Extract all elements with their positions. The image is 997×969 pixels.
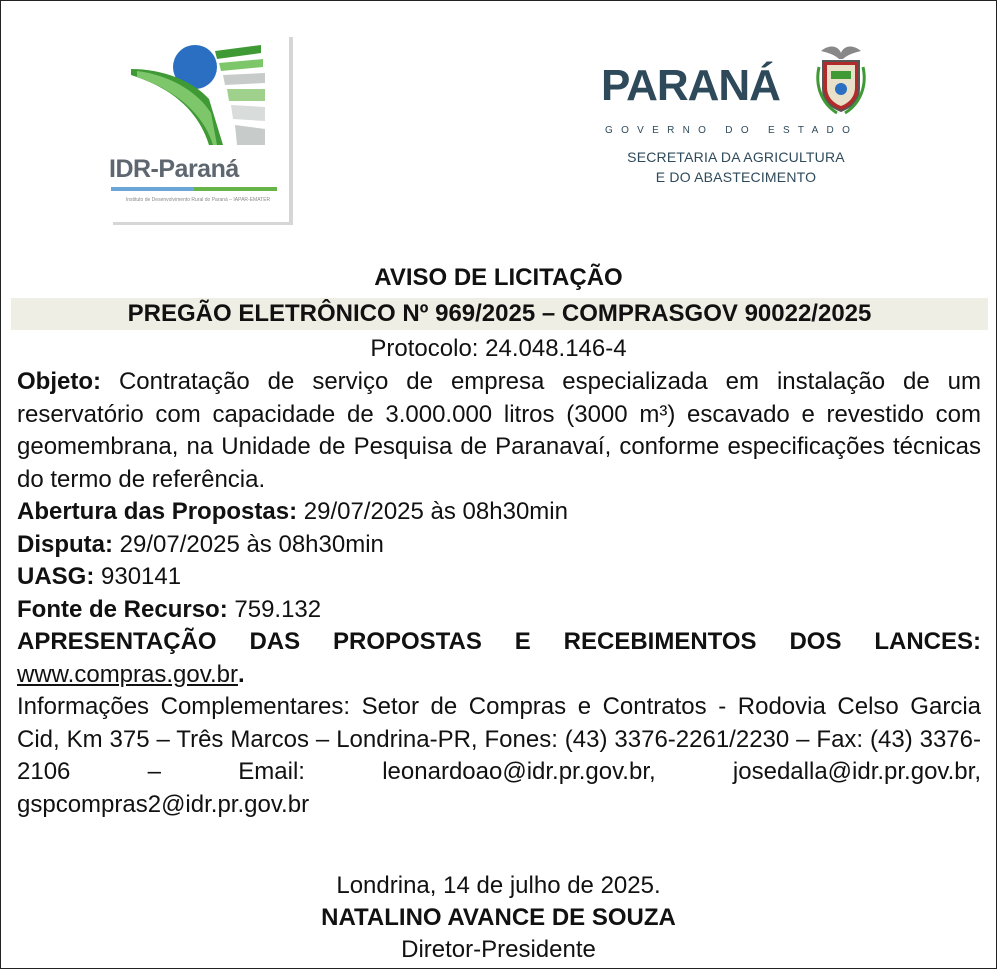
uasg-line bbox=[17, 561, 981, 594]
signer-name: NATALINO AVANCE DE SOUZA bbox=[321, 904, 676, 931]
idr-parana-logo bbox=[109, 37, 293, 227]
source-line bbox=[17, 594, 981, 627]
notice-content bbox=[17, 366, 981, 821]
dispute-line bbox=[17, 529, 981, 562]
info-paragraph: Informações Complementares: Setor de Compras e Contratos - Rodovia Celso Garcia Cid, Km 375 – Três Marcos – Londrina-PR, Fones: (43) 3376-2261/2230 – Fax: (43) 3376-2106 – Email: leonardoao@idr.pr.gov.br, josedalla@idr.pr.gov.br, gspcompras2@idr.pr.gov.br bbox=[17, 693, 981, 818]
secretariat-label bbox=[601, 147, 871, 187]
notice-title: AVISO DE LICITAÇÃO bbox=[374, 264, 623, 291]
opening-value: 29/07/2025 às 08h30min bbox=[297, 498, 568, 525]
dispute-label: Disputa: bbox=[17, 530, 113, 558]
compras-gov-link[interactable]: www.compras.gov.br bbox=[17, 660, 238, 688]
idr-logo-stripe bbox=[111, 187, 277, 191]
uasg-value: 930141 bbox=[94, 563, 182, 590]
government-label: GOVERNO DO ESTADO bbox=[605, 125, 859, 136]
parana-wordmark: PARANÁ bbox=[601, 61, 780, 110]
logo-frame-bottom bbox=[113, 222, 293, 225]
logo-frame-right bbox=[289, 37, 293, 225]
coat-of-arms-icon bbox=[813, 41, 869, 117]
source-value: 759.132 bbox=[227, 595, 322, 623]
parana-government-logo bbox=[601, 41, 871, 191]
notice-subtitle: PREGÃO ELETRÔNICO Nº 969/2025 – COMPRASGOV 90022/2025 bbox=[11, 298, 988, 330]
idr-emblem-icon bbox=[123, 41, 273, 151]
place-date: Londrina, 14 de julho de 2025. bbox=[336, 872, 661, 899]
idr-logo-subtitle: Instituto de Desenvolvimento Rural do Paraná – IAPAR-EMATER bbox=[125, 197, 271, 203]
secretariat-line-1: SECRETARIA DA AGRICULTURA bbox=[627, 149, 845, 165]
signer-role: Diretor-Presidente bbox=[401, 936, 596, 963]
object-paragraph bbox=[17, 366, 981, 496]
uasg-label: UASG: bbox=[17, 563, 95, 590]
opening-line bbox=[17, 496, 981, 529]
presentation-end: . bbox=[237, 660, 245, 688]
object-label: Objeto: bbox=[17, 368, 101, 395]
object-text: Contratação de serviço de empresa especializada em instalação de um reservatório com capacidade de 3.000.000 litros (3000 m³) escavado e revestido com geomembrana, na Unidade de Pesquisa de Paranavaí, conforme especificações técnicas do termo de referência. bbox=[17, 368, 981, 493]
secretariat-line-2: E DO ABASTECIMENTO bbox=[655, 169, 817, 185]
idr-logo-name: IDR-Paraná bbox=[109, 155, 239, 183]
dispute-value: 29/07/2025 às 08h30min bbox=[113, 530, 384, 558]
presentation-paragraph bbox=[17, 626, 981, 691]
opening-label: Abertura das Propostas: bbox=[17, 498, 298, 525]
presentation-label: APRESENTAÇÃO DAS PROPOSTAS E RECEBIMENTOS DOS LANCES: bbox=[17, 628, 981, 655]
protocol-number: Protocolo: 24.048.146-4 bbox=[370, 335, 627, 362]
source-label: Fonte de Recurso: bbox=[17, 595, 228, 623]
